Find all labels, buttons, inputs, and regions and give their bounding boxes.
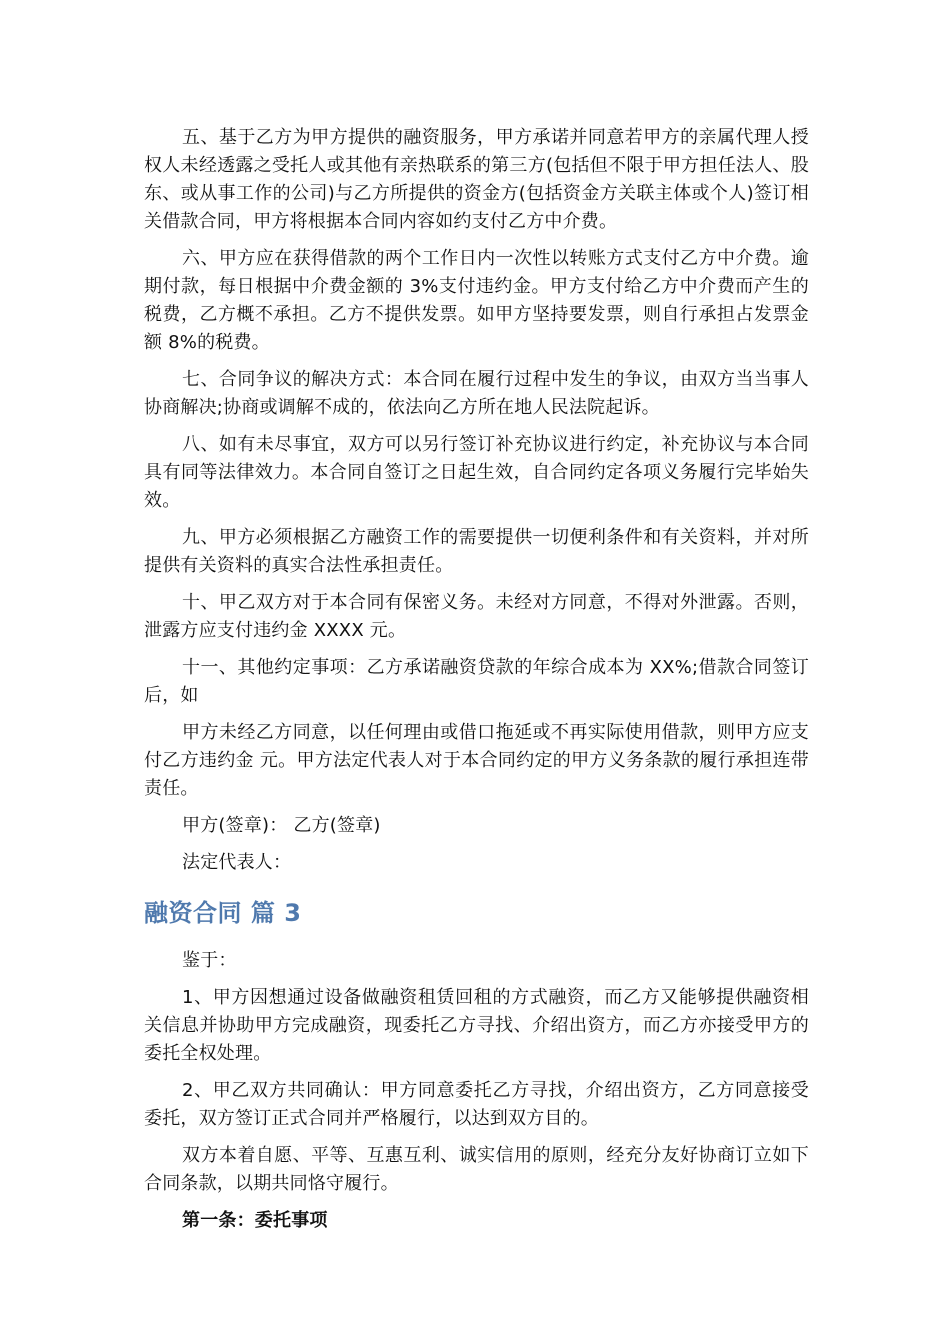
document-body — [144, 124, 809, 1244]
recital-1: 1、甲方因想通过设备做融资租赁回租的方式融资，而乙方又能够提供融资相关信息并协助甲方完成融资，现委托乙方寻找、介绍出资方，而乙方亦接受甲方的委托全权处理。 — [144, 987, 809, 1064]
clause-6: 六、甲方应在获得借款的两个工作日内一次性以转账方式支付乙方中介费。逾期付款，每日根据中介费金额的 3%支付违约金。甲方支付给乙方中介费而产生的税费，乙方概不承担。乙方不提供发票。如甲方坚持要发票，则自行承担占发票金额 8%的税费。 — [144, 248, 809, 353]
clause-11-continued: 甲方未经乙方同意，以任何理由或借口拖延或不再实际使用借款，则甲方应支付乙方违约金 元。甲方法定代表人对于本合同约定的甲方义务条款的履行承担连带责任。 — [144, 722, 809, 799]
section-heading: 融资合同 篇 3 — [144, 899, 302, 927]
clause-11: 十一、其他约定事项：乙方承诺融资贷款的年综合成本为 XX%;借款合同签订后，如 — [144, 657, 809, 706]
recital-2: 2、甲乙双方共同确认：甲方同意委托乙方寻找，介绍出资方，乙方同意接受委托，双方签订正式合同并严格履行，以达到双方目的。 — [144, 1080, 809, 1129]
whereas-label: 鉴于： — [182, 950, 237, 971]
clause-7: 七、合同争议的解决方式：本合同在履行过程中发生的争议，由双方当当事人协商解决;协商或调解不成的，依法向乙方所在地人民法院起诉。 — [144, 369, 809, 418]
signature-line: 甲方(签章)： 乙方(签章) — [182, 815, 381, 836]
clause-9: 九、甲方必须根据乙方融资工作的需要提供一切便利条件和有关资料，并对所提供有关资料的真实合法性承担责任。 — [144, 527, 809, 576]
article-1-title: 第一条：委托事项 — [182, 1210, 328, 1231]
clause-8: 八、如有未尽事宜，双方可以另行签订补充协议进行约定，补充协议与本合同具有同等法律效力。本合同自签订之日起生效，自合同约定各项义务履行完毕始失效。 — [144, 434, 809, 511]
clause-5: 五、基于乙方为甲方提供的融资服务，甲方承诺并同意若甲方的亲属代理人授权人未经透露之受托人或其他有亲热联系的第三方(包括但不限于甲方担任法人、股东、或从事工作的公司)与乙方所提供的资金方(包括资金方关联主体或个人)签订相关借款合同，甲方将根据本合同内容如约支付乙方中介费。 — [144, 127, 809, 232]
clause-10: 十、甲乙双方对于本合同有保密义务。未经对方同意，不得对外泄露。否则，泄露方应支付违约金 XXXX 元。 — [144, 592, 809, 641]
legal-representative-line: 法定代表人： — [182, 852, 292, 873]
agreement-principle: 双方本着自愿、平等、互惠互利、诚实信用的原则，经充分友好协商订立如下合同条款，以期共同恪守履行。 — [144, 1145, 809, 1194]
